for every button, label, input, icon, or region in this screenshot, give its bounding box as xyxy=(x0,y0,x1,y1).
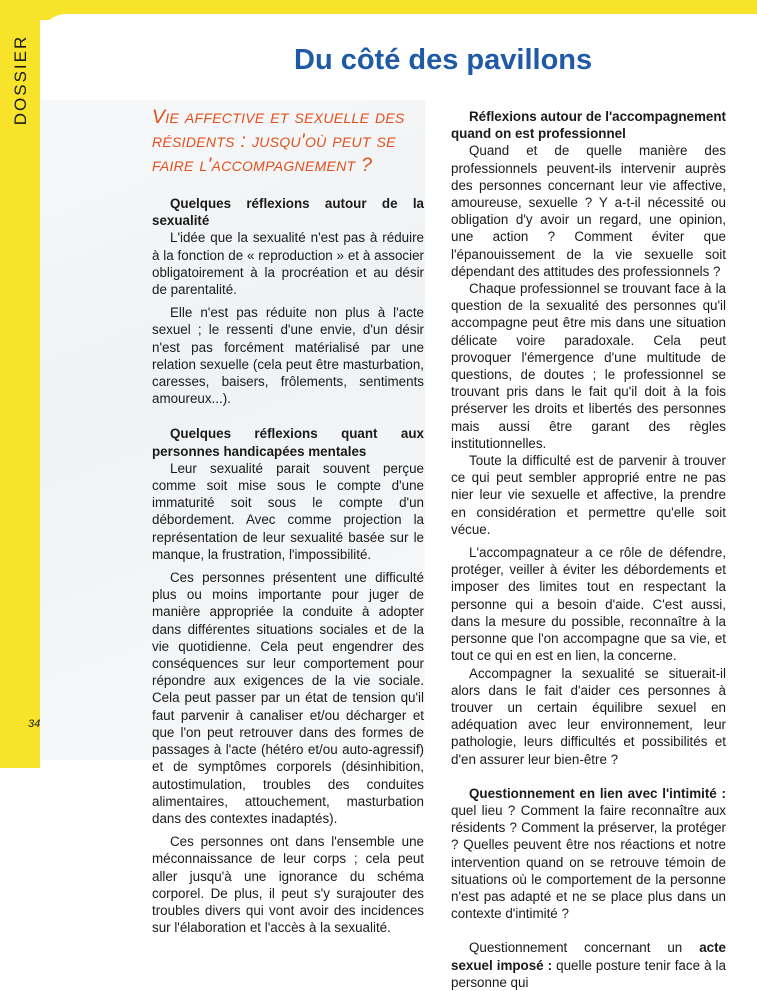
right-question-imposed-act xyxy=(451,939,726,991)
page-number: 34 xyxy=(28,718,41,730)
right-question-intimacy xyxy=(451,785,726,923)
left-paragraph-2: Elle n'est pas réduite non plus à l'acte sexuel ; le ressenti d'une envie, d'un désir n'est pas forcément matérialisé par une relation sexuelle (cela peut être masturbation, caresses, baisers, frôlements, sentiments amoureux...). xyxy=(152,305,424,407)
question-imposed-label: acte sexuel imposé : xyxy=(451,940,726,973)
right-paragraph-1: Quand et de quelle manière des professionnels peuvent-ils intervenir auprès des personnes concernant leur vie affective, amoureuse, sexuelle ? Y a-t-il nécessité ou obligation d'y avoir un regard, une opinion, une action ? Comment éviter que l'épanouissement de la vie sexuelle soit dépendant des attitudes des professionnels ? xyxy=(451,143,726,279)
right-heading-1: Réflexions autour de l'accompagnement quand on est professionnel xyxy=(451,109,726,142)
left-paragraph-1: L'idée que la sexualité n'est pas à réduire à la fonction de « reproduction » et à associer obligatoirement à la procréation et au désir de parentalité. xyxy=(152,230,424,298)
left-heading-2: Quelques réflexions quant aux personnes handicapées mentales xyxy=(152,426,424,459)
section-label xyxy=(6,34,36,126)
right-paragraph-5: Accompagner la sexualité se situerait-il alors dans le fait d'aider ces personnes à trouver un certain équilibre sexuel en adéquation avec leur environnement, leur pathologie, leurs difficultés et possibilités et d'en assurer leur bien-être ? xyxy=(451,665,726,767)
left-heading-1: Quelques réflexions autour de la sexualité xyxy=(152,196,424,229)
right-paragraph-4: L'accompagnateur a ce rôle de défendre, protéger, veiller à éviter les débordements et imposer des limites tout en respectant la personne qui a besoin d'aide. C'est aussi, dans la mesure du possible, reconnaître à la personne que l'on accompagne que sa vie, et tout ce qui en est en lien, la concerne. xyxy=(451,545,726,664)
left-paragraph-4: Ces personnes présentent une difficulté plus ou moins importante pour juger de manière appropriée la conduite à adopter dans différentes situations sociales et de la vie quotidienne. Cela peut engendrer des conséquences sur leur comportement pour répondre aux exigences de la vie sociale. Cela peut passer par un état de tension qu'il faut parvenir à canaliser et/ou décharger et que l'on peut retrouver dans des formes de passages à l'acte (hétéro et/ou auto-agressif) et de symptômes corporels (désinhibition, autostimulation, troubles des conduites alimentaires, attouchement, masturbation dans des contextes inadaptés). xyxy=(152,570,424,826)
right-paragraph-2: Chaque professionnel se trouvant face à la question de la sexualité des personnes qu'il accompagne peut être mis dans une situation délicate voire paradoxale. Cela peut provoquer l'émergence d'une multitude de questions, de doutes ; le professionnel se trouvant pris dans le fait qu'il doit à la fois préserver les droits et libertés des personnes mais aussi être garant des règles institutionnelles. xyxy=(451,281,726,451)
page-title: Du côté des pavillons xyxy=(294,44,593,76)
section-label-text: DOSSIER xyxy=(11,34,30,126)
question-intimacy-label: Questionnement en lien avec l'intimité : xyxy=(469,785,726,801)
right-column xyxy=(451,108,726,991)
left-column xyxy=(152,195,424,936)
left-paragraph-5: Ces personnes ont dans l'ensemble une méconnaissance de leur corps ; cela peut aller jusqu'à une ignorance du schéma corporel. De plus, il peut s'y surajouter des troubles divers qui vont avoir des incidences sur l'élaboration et l'accès à la sexualité. xyxy=(152,834,424,936)
article-subtitle: Vie affective et sexuelle des résidents : jusqu'où peut se faire l'accompagnement ? xyxy=(152,106,405,176)
question-imposed-start: Questionnement concernant un xyxy=(469,940,700,956)
right-paragraph-3: Toute la difficulté est de parvenir à trouver ce qui peut sembler approprié entre ne pas nier leur vie sexuelle et affective, la prendre en considération et permettre qu'elle soit vécue. xyxy=(451,453,726,537)
left-paragraph-3: Leur sexualité parait souvent perçue comme soit mise sous le compte d'une immaturité soit sous le compte d'un débordement. Avec comme projection la représentation de leur sexualité basée sur le manque, la frustration, l'impossibilité. xyxy=(152,460,424,562)
question-imposed-text: quelle posture tenir face à la personne qui xyxy=(451,957,726,990)
question-intimacy-text: quel lieu ? Comment la faire reconnaître aux résidents ? Comment la préserver, la protéger ? Quelles peuvent être nos réactions et notre intervention quand on se retrouve témoin de situations où le comportement de la personne n'est pas adapté et ne se place plus dans un contexte d'intimité ? xyxy=(451,802,726,922)
